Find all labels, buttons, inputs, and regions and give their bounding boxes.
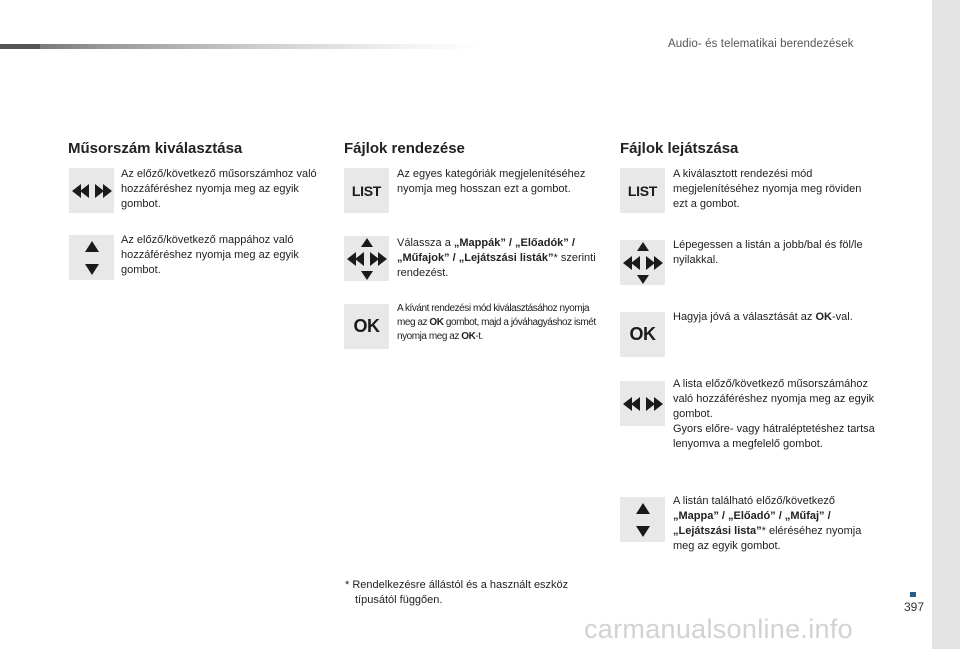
page-number-marker <box>910 592 916 597</box>
ok-button-icon <box>344 304 389 349</box>
ok-button-icon <box>620 312 665 357</box>
list-button-label: LIST <box>351 182 382 199</box>
page-number: 397 <box>904 600 925 614</box>
up-down-arrows-icon <box>620 497 665 542</box>
folder-prev-next-text: Az előző/következő mappához való hozzáféréshez nyomja meg az egyik gombot. <box>121 234 299 276</box>
ok-button-label: OK <box>629 324 656 344</box>
list-button-icon <box>620 168 665 213</box>
play-folder-text: A listán található előző/következő „Mappa” / „Előadó” / „Műfaj” / „Lejátszási lista”* eléréséhez nyomja meg az egyik gombot. <box>673 495 862 552</box>
section-title-file-playback: Fájlok lejátszása <box>620 140 739 157</box>
footnote: * Rendelkezésre állástól és a használt eszköz típusától függően. <box>345 579 569 606</box>
play-list-text: A kiválasztott rendezési mód megjelenítéséhez nyomja meg röviden ezt a gombot. <box>673 168 862 210</box>
prev-next-arrows-icon <box>69 168 114 213</box>
four-way-arrows-icon <box>344 236 389 281</box>
header-gradient-bar <box>0 44 480 49</box>
header-bar-accent <box>0 44 40 49</box>
sort-list-text: Az egyes kategóriák megjelenítéséhez nyomja meg hosszan ezt a gombot. <box>397 168 586 195</box>
chapter-title: Audio- és telematikai berendezések <box>668 38 854 50</box>
play-navigate-text: Lépegessen a listán a jobb/bal és föl/le nyilakkal. <box>673 239 863 266</box>
four-way-arrows-icon <box>620 240 665 285</box>
sort-select-text: Válassza a „Mappák” / „Előadók” / „Műfajok” / „Lejátszási listák”* szerinti rendezést. <box>397 237 596 279</box>
prev-next-arrows-icon <box>620 381 665 426</box>
section-title-track-selection: Műsorszám kiválasztása <box>68 140 243 157</box>
list-button-label: LIST <box>627 182 658 199</box>
up-down-arrows-icon <box>69 235 114 280</box>
play-confirm-text: Hagyja jóvá a választását az OK-val. <box>673 311 853 323</box>
sort-confirm-text: A kívánt rendezési mód kiválasztásához nyomja meg az OK gombot, majd a jóváhagyáshoz ismét nyomja meg az OK-t. <box>397 303 596 342</box>
page-side-strip <box>932 0 960 649</box>
list-button-icon <box>344 168 389 213</box>
play-track-text: A lista előző/következő műsorszámához való hozzáféréshez nyomja meg az egyik gombot. Gyors előre- vagy hátraléptetéshez tartsa lenyomva a megfelelő gombot. <box>673 378 875 450</box>
watermark: carmanualsonline.info <box>584 614 853 644</box>
section-title-file-sorting: Fájlok rendezése <box>344 140 465 157</box>
track-prev-next-text: Az előző/következő műsorszámhoz való hozzáféréshez nyomja meg az egyik gombot. <box>121 168 317 210</box>
ok-button-label: OK <box>353 316 380 336</box>
